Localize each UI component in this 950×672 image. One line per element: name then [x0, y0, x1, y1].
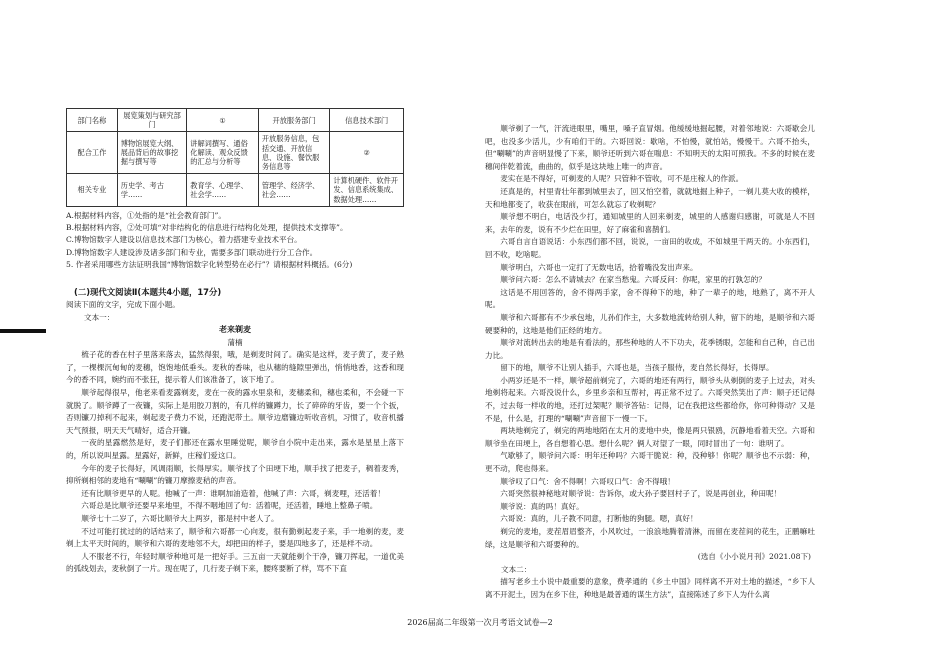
paragraph: 六哥突然很神秘地对顺爷说：告诉你，或大孙子要回村子了，说是再创业，种田呢！	[500, 489, 782, 499]
paragraph: 顺爷对流转出去的地是有看法的，那些种地的人不下功夫，花季锈眼，怎能和自己种，自己出力比。	[485, 338, 815, 360]
left-column	[66, 108, 404, 576]
table-cell: ②	[330, 132, 404, 174]
table-cell: 管理学、经济学、社会……	[258, 174, 330, 207]
paragraph: 顺爷想不明白，电话没少打，通知城里的人回来剃麦，城里的人感谢归感谢，可就是人不回来，去年的麦，说有不少烂在田里，好了麻雀和喜鹊们。	[485, 212, 815, 234]
table-cell: 展览策划与研究部门	[117, 109, 186, 132]
right-column	[485, 123, 815, 602]
paragraph: 气歇够了，顺爷问六哥：明年还种吗？六哥干脆说：种，没种够！你呢？顺爷也不示弱：种，更不动，爬也得来。	[485, 451, 815, 474]
paragraph: 今年的麦子长得好，风调雨顺，长得厚实。顺爷找了个田埂下地，顺手找了把麦子，稠着麦秀，抑所剃相邻的麦地有“唰唰”的镰刀摩擦麦秸的声音。	[66, 463, 404, 486]
option-c: C.博物馆数字人建设以信息技术部门为核心，着力搭建专业技术平台。	[66, 235, 302, 245]
page-footer: 2026届高二年级第一次月考语文试卷—2	[407, 618, 553, 627]
table-cell: ①	[187, 109, 259, 132]
table-cell: 计算机硬件、软件开发、信息系统集成、数据处理……	[330, 174, 404, 207]
table-cell: 讲解词撰写、通俗化解读、观众反馈的汇总与分析等	[187, 132, 259, 174]
table-cell: 历史学、考古学……	[117, 174, 186, 207]
paragraph: 人不服老不行，年轻时顺爷种地可是一把好手。三五亩一天就能剃个干净，镰刀挥起，一道优美的弧线划去，麦秋倒了一片。现在呢了，几行麦子剃下来，腰疼要断了样，骂不下直	[66, 551, 404, 574]
paragraph: 还有比顺爷更早的人呢。他喊了一声：谁啊加油造着，他喊了声：六哥，剃麦哩，还活着！	[81, 488, 385, 498]
paragraph: 顺爷剃了一气，汗流进眼里，嘴里，嗓子直冒烟。他缓缓地掘起腰，对着邻地说：六哥歇会儿吧，也没多少活儿，少有咱们干的。六哥回说：歇啥，不怕慢，就怕站，慢慢干。六哥不抬头，但“唰唰”的声音明显慢了下来，顺爷还听到六哥在喘息：不知明天的太阳可照我。不多的时候在麦穗间伴乾着流，曲曲的，似乎是这块地上唯一的声音。	[485, 124, 815, 171]
text2-label: 文本二：	[501, 564, 532, 574]
paragraph: 这话是不用回答的，舍不得两手家，舍不得种下的地，种了一辈子的地，地熟了，离不开人呢。	[485, 287, 815, 310]
paragraph: 描写老乡土小说中最重要的意象，费孝通的《乡土中国》同样离不开对土地的描述，“乡下人离不开泥土，因为在乡下住，种地是最普通的谋生方法”，直接陈述了乡下人为什么离	[485, 577, 815, 599]
paragraph: 小两岁还是不一样，顺爷超前剃完了，六哥的地还有两行，顺爷头从剃倒的麦子上过去，对头地剃将起来。六哥没说什么，乡里乡亲和互帮衬，再正常不过了。六哥突然笑出了声：顺子还记得不，过去每一样收的地，还打过架呢？顺爷答钻：记得，记在我把这些都给你，你可种得动？又是不是，什么是，打理的“唰唰”声音留下一慢一下。	[485, 375, 815, 423]
table-cell: 配合工作	[67, 132, 118, 174]
passage-title: 老来剃麦	[219, 325, 251, 335]
table-cell: 博物馆展览大纲、展品背后的故事挖掘与撰写等	[117, 132, 186, 174]
instructions: 阅读下面的文字，完成下面小题。	[66, 299, 180, 309]
table-row	[67, 109, 404, 132]
option-b: B.根据材料内容，②处可填“对非结构化的信息进行结构化处理，提供技术支撑等”。	[66, 223, 348, 233]
table-cell: 部门名称	[67, 109, 118, 132]
paragraph: 顺爷和六哥都有不少承包地，儿孙们作主，大多数地流转给别人种，留下的地，是顺爷和六哥硬要种的，这地是他们正经的地方。	[485, 312, 815, 335]
department-table	[66, 108, 404, 207]
text1-label: 文本一：	[84, 312, 115, 322]
margin-bar	[0, 329, 46, 333]
paragraph: 六哥说：真的，儿子教不同意，打断他的狗腿。嗯，真好！	[500, 514, 698, 524]
paragraph: 顺爷叹了口气：舍不得啊！六哥叹口气：舍不得哦！	[500, 476, 675, 486]
paragraph: 留下的地，顺爷不让别人插手，六哥也是，当孩子服侍，麦自然长得好，长得厚。	[500, 363, 774, 373]
table-row	[67, 132, 404, 174]
paragraph: 两块地剃完了，剃完的两地地陌在太月的麦地中央，像是两只银鸥，沉静地看着天空。六哥和顺爷坐在田埂上，各自想着心思。想什么呢？俩人对望了一眼，同时冒出了一句：谁明了。	[485, 426, 815, 448]
table-cell: 开放服务信息，包括交通、开放信息、设施、餐饮服务信息等	[258, 132, 330, 174]
option-a: A.根据材料内容，①处指的是“社会教育部门”。	[66, 210, 226, 220]
paragraph: 不过可能打扰过的的话结来了，顺爷和六哥都一心向麦，很有勤剃起麦子来，手一地剃的麦，麦剃上太平天时间的，顺爷和六哥的麦地邻不大，却把田的样子，要是四地多了，还是样不动。	[66, 526, 404, 549]
paragraph: 六哥自言自语说话：小东西们都不回，说说，一亩田的收成，不如城里干两天的。小东西们，回不收，吃啥呢。	[485, 237, 815, 259]
paragraph: 麦实在是不得好，可剃麦的人呢？只管种不管收，可不是庄稼人的作派。	[500, 174, 744, 184]
paragraph: 六哥总是比顺爷还要早来地里，不得不咽地回了句：活着呢，还活着，睡地上整鼻子喷。	[81, 501, 378, 511]
paragraph: 一夜的星露燃然是好，麦子们都还在露水里睡觉呢，顺爷自小院中走出来，露水是星星上落下的，所以说叫星露。星露好，新鲜，庄稼们爱这口。	[66, 438, 404, 461]
answer-options	[66, 210, 404, 271]
paragraph: 顺爷明白，六哥也一定打了无数电话，拾着嘴没发出声来。	[500, 262, 698, 272]
table-row	[67, 174, 404, 207]
paragraph: 顺爷问六哥：怎么不请城去？在家当愁鬼。六哥反问：你呢，家里的打孰怎的？	[500, 275, 766, 285]
paragraph: 还真是的，村里青壮年都到城里去了，回又怕空着，就就地掘上种子，一剃儿莫大收的模样，天和地都变了，收获在眼前，可怎么就忘了收剃呢？	[485, 186, 815, 209]
table-cell: 教育学、心理学、社会学……	[187, 174, 259, 207]
table-cell: 信息技术部门	[330, 109, 404, 132]
passage-author: 蒲楠	[227, 337, 243, 347]
paragraph: 顺爷说：真的吗！真好。	[500, 501, 584, 511]
table-cell: 开放服务部门	[258, 109, 330, 132]
paragraph: 剃完的麦地，麦茬眉眉整齐，小风吹过，一浪浪地腾着清淋，而留在麦茬间的花生，正鹏嘛吐绿，这是顺爷和六哥要种的。	[485, 527, 815, 549]
option-d: D.博物馆数字人建设涉及诸多部门和专业，需要多部门联动进行分工合作。	[66, 247, 318, 257]
table-cell: 相关专业	[67, 174, 118, 207]
source-citation: (选自《小小说月刊》2021.08下)	[697, 552, 811, 562]
paragraph: 顺爷起得很早，他老来看麦露剃麦，麦在一夜的露水里泉和，麦穗柔和，穗也柔和，不会碰一下就脱了。顺爷蹲了一夜镰，实际上是用胶刀割的，有几样的镰蹲力，长了碎碎的牙齿，要一个个扳，否则镰刀掉利不起来，剃起麦子费力不说，还跑泥带土。顺爷边磨镰边听收音机，习惯了，收音机播天气预报，明天天气晴好，适合开镰。	[66, 388, 404, 435]
section-title: (二)现代文阅读Ⅱ(本题共4小题，17分)	[74, 287, 222, 298]
left-passage	[66, 349, 404, 576]
question-5: 5. 作者采用哪些方法证明我国“博物馆数字化转型势在必行”？请根据材料概括。(6分)	[66, 260, 353, 270]
paragraph: 顺爷七十二岁了，六哥比顺爷大上两岁，都是村中老人了。	[81, 514, 279, 523]
paragraph: 梳子花的香在村子里落来落去，猛然得狠，哦，是剃麦时间了。确实是这样，麦子黄了，麦子熟了，一棵棵沉甸甸的麦穗，饱饱地低垂头。麦秋的香味，也从穗的缝隙里弹出，悄悄地香，这香和现今的香不同，婉约而不张狂，提示着人们该准备了，该下地了。	[66, 350, 404, 385]
